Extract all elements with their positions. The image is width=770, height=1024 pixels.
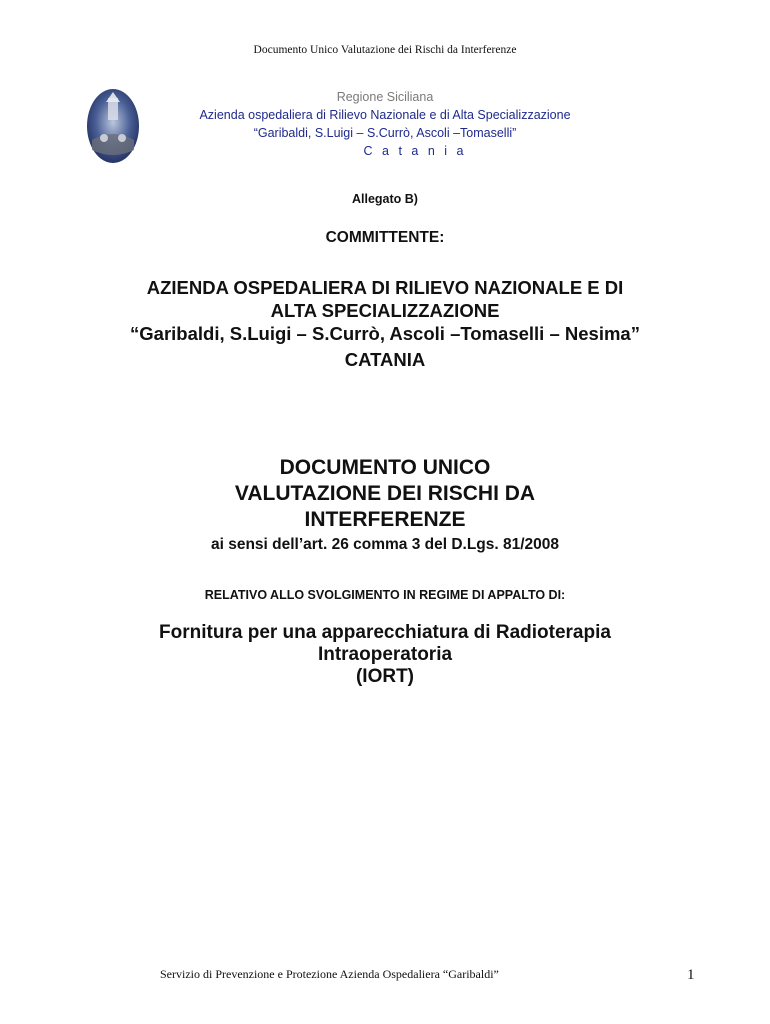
supply-description bbox=[60, 622, 710, 688]
document-title bbox=[60, 455, 710, 533]
footer-text: Servizio di Prevenzione e Protezione Azienda Ospedaliera “Garibaldi” bbox=[160, 967, 499, 981]
relative-to-label: RELATIVO ALLO SVOLGIMENTO IN REGIME DI APPALTO DI: bbox=[204, 588, 566, 602]
document-title-line-1: DOCUMENTO UNICO bbox=[279, 456, 491, 479]
page-number: 1 bbox=[687, 967, 695, 983]
institution-block bbox=[150, 88, 620, 160]
supply-line-3: (IORT) bbox=[355, 666, 415, 687]
legal-reference: ai sensi dell’art. 26 comma 3 del D.Lgs. 81/2008 bbox=[210, 536, 560, 553]
committente-line-3: “Garibaldi, S.Luigi – S.Currò, Ascoli –Tomaselli – Nesima” bbox=[130, 323, 640, 344]
institution-name: Azienda ospedaliera di Rilievo Nazionale e di Alta Specializzazione bbox=[199, 108, 571, 122]
committente-block bbox=[60, 276, 710, 371]
institution-hospitals: “Garibaldi, S.Luigi – S.Currò, Ascoli –Tomaselli” bbox=[253, 126, 517, 140]
annex-label: Allegato B) bbox=[352, 192, 418, 206]
hospital-logo bbox=[86, 88, 140, 164]
document-title-line-2: VALUTAZIONE DEI RISCHI DA bbox=[234, 482, 536, 505]
committente-label: COMMITTENTE: bbox=[325, 229, 445, 246]
committente-line-2: ALTA SPECIALIZZAZIONE bbox=[270, 300, 500, 321]
committente-city: CATANIA bbox=[344, 349, 426, 370]
document-title-line-3: INTERFERENZE bbox=[304, 508, 466, 531]
committente-line-1: AZIENDA OSPEDALIERA DI RILIEVO NAZIONALE E DI bbox=[146, 277, 624, 298]
running-header: Documento Unico Valutazione dei Rischi da Interferenze bbox=[253, 44, 517, 56]
supply-line-1: Fornitura per una apparecchiatura di Radioterapia bbox=[159, 622, 611, 643]
supply-line-2: Intraoperatoria bbox=[317, 644, 453, 665]
region-name: Regione Siciliana bbox=[336, 90, 434, 104]
institution-city: C a t a n i a bbox=[363, 144, 467, 158]
